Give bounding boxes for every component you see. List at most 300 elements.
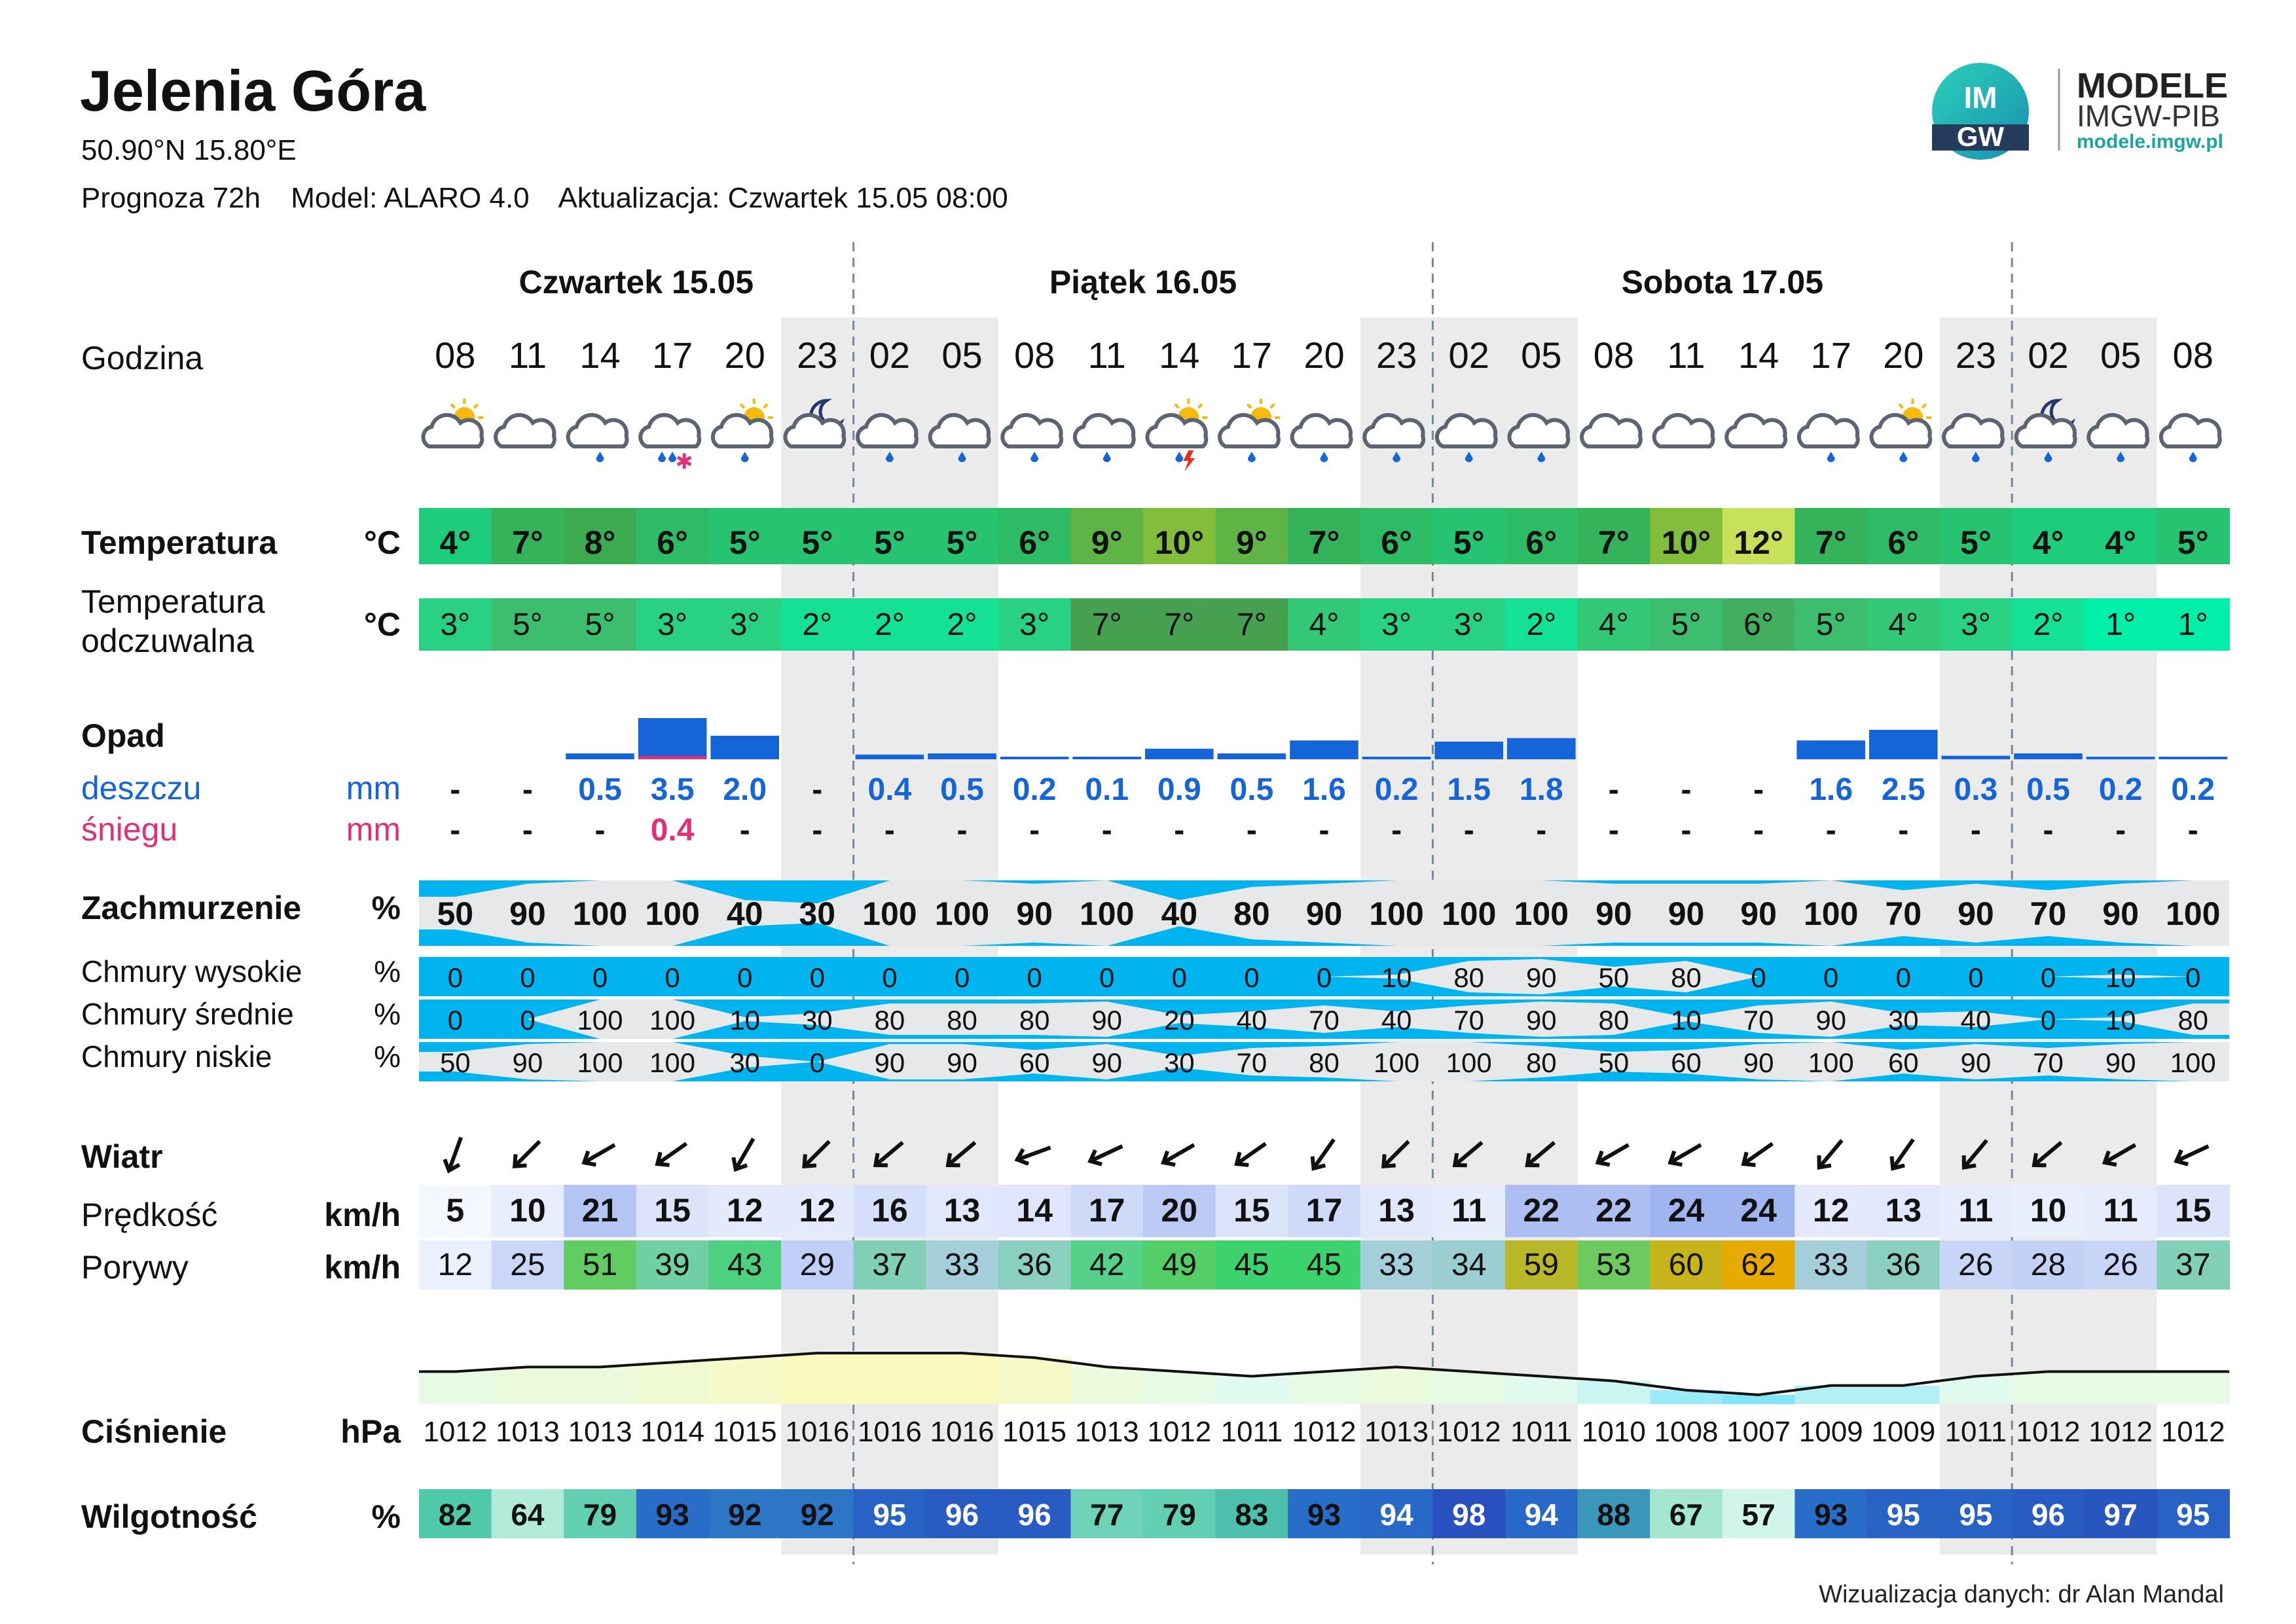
cloud-mid-value: 0 [2040,1005,2056,1036]
cloud-mid-value: 10 [1671,1005,1702,1036]
rain-value: - [1753,772,1764,807]
pressure-value: 1008 [1654,1416,1719,1448]
pressure-value: 1013 [1364,1416,1429,1448]
pressure-value: 1013 [568,1416,632,1448]
label-wind: Wiatr [81,1138,163,1175]
cloud-low-value: 60 [1019,1047,1050,1078]
label-humidity: Wilgotność [81,1498,257,1535]
cloud-high-value: 0 [1244,962,1260,993]
cloud-high-value: 0 [809,962,825,993]
sun-ray [1271,404,1275,408]
cloud-mid-value: 30 [1887,1005,1919,1036]
temp-value: 9° [1091,524,1123,561]
pressure-value: 1012 [1436,1416,1501,1448]
pressure-value: 1014 [640,1416,705,1448]
raindrop [741,452,749,462]
speed-value: 12 [726,1192,763,1229]
humidity-value: 92 [728,1498,762,1532]
feels-value: 5° [1671,607,1702,642]
speed-value: 17 [1305,1192,1343,1229]
cloud-low-value: 50 [439,1047,471,1078]
gust-value: 36 [1886,1248,1921,1282]
hour-label: 23 [1955,334,1997,376]
cloud-mid-value: 70 [1453,1005,1485,1036]
temp-value: 5° [873,524,905,561]
speed-value: 10 [2030,1192,2067,1229]
speed-value: 10 [509,1192,546,1229]
snow-value: - [1536,813,1547,848]
cloud-high-value: 0 [520,962,536,993]
cloud [1582,415,1641,446]
cloud-low-value: 70 [1236,1047,1267,1078]
pressure-fill [1432,1371,1506,1404]
rain-bar [1942,756,2011,759]
humidity-value: 97 [2104,1498,2138,1532]
cloud-total-value: 100 [572,895,628,932]
pressure-value: 1016 [857,1416,922,1448]
feels-value: 3° [440,607,471,642]
rain-bar [2086,757,2155,759]
feels-value: 3° [1019,607,1050,642]
cloud-low-value: 90 [1091,1047,1123,1078]
wind-arrow [1307,1135,1341,1173]
hour-label: 08 [435,334,476,376]
hour-label: 23 [1376,334,1417,376]
pressure-fill [2157,1371,2230,1404]
hour-label: 02 [1448,334,1489,376]
sun-cloud-icon [423,399,483,446]
snow-value: - [1681,813,1692,848]
cloud [1726,415,1785,446]
hour-label: 11 [508,334,547,376]
unit-snow: mm [346,811,401,848]
gust-value: 33 [1813,1248,1849,1282]
cloud-high-value: 0 [2185,962,2201,993]
cloud-high-value: 10 [1381,962,1412,993]
wind-arrow [580,1138,619,1170]
cloud-mid-value: 70 [1743,1005,1774,1036]
wind-arrow [1015,1140,1053,1167]
raindrop [1321,452,1328,462]
temp-value: 6° [1019,524,1051,561]
forecast-model: Model: ALARO 4.0 [291,182,530,214]
pressure-value: 1011 [1510,1416,1573,1448]
cloud-low-value: 90 [1960,1047,1992,1078]
humidity-value: 98 [1452,1498,1486,1532]
logo-badge-text: IM [1963,81,1997,115]
pressure-fill [1360,1367,1434,1404]
cloud-low-value: 90 [512,1047,543,1078]
raindrop [1899,452,1907,462]
pressure-value: 1012 [1292,1416,1357,1448]
cloud-mid-value: 80 [2178,1005,2209,1036]
temp-value: 10° [1154,524,1205,561]
pressure-value: 1013 [495,1416,560,1448]
unit-feels: °C [363,606,401,643]
gust-value: 12 [437,1248,473,1282]
cloud-mid-value: 90 [1525,1005,1557,1036]
gust-value: 62 [1741,1248,1776,1282]
cloud-low-value: 60 [1671,1047,1702,1078]
wind-arrow-shaft [1820,1140,1842,1166]
cloud-rain-icon [1292,415,1351,462]
city-title: Jelenia Góra [80,58,426,123]
pressure-value: 1016 [930,1416,994,1448]
pressure-value: 1015 [712,1416,777,1448]
snow-value: - [1246,813,1257,848]
feels-value: 1° [2105,607,2136,642]
sun-ray [1899,404,1903,408]
cloud-low-value: 60 [1887,1047,1919,1078]
snow-flake: ✱ [675,450,693,473]
cloud [496,415,555,446]
raindrop [1248,452,1256,462]
cloud-mid-value: 100 [649,1005,696,1036]
gust-value: 53 [1596,1248,1631,1282]
hour-label: 11 [1087,334,1126,376]
speed-value: 11 [1451,1192,1487,1229]
cloud-high-value: 0 [1316,962,1332,993]
snow-value: - [957,813,968,848]
unit-cloud: % [371,890,401,926]
cloud-mid-value: 90 [1815,1005,1847,1036]
humidity-value: 95 [873,1498,907,1532]
wind-arrow [1594,1138,1633,1170]
wind-arrow [1886,1135,1920,1173]
cloud-mid-value: 30 [801,1005,833,1036]
pressure-value: 1010 [1581,1416,1646,1448]
snow-value: - [2043,813,2054,848]
unit-cloud-mid: % [374,997,401,1031]
feels-value: 6° [1743,607,1774,642]
pressure-value: 1009 [1871,1416,1936,1448]
coordinates: 50.90°N 15.80°E [81,134,297,166]
label-cloud: Zachmurzenie [81,890,302,926]
cloud-high-value: 0 [1751,962,1766,993]
hour-label: 05 [2100,334,2141,376]
temp-value: 4° [2105,524,2137,561]
cloud-high-value: 0 [2040,962,2056,993]
cloud-low-value: 100 [1446,1047,1492,1078]
cloud-total-value: 70 [2030,895,2067,932]
cloud-mid-value: 0 [520,1005,536,1036]
wind-arrow-shaft [2178,1146,2208,1161]
rain-bar [1362,757,1431,759]
label-pressure: Ciśnienie [81,1413,227,1450]
snow-value: - [594,813,606,848]
wind-arrow [729,1134,760,1173]
day-title: Piątek 16.05 [1049,264,1237,300]
gust-value: 28 [2030,1248,2066,1282]
pressure-fill [1216,1377,1289,1405]
cloud-total-value: 40 [726,895,763,932]
sun-cloud-storm-icon [1147,399,1207,471]
humidity-value: 83 [1235,1498,1269,1532]
pressure-fill [998,1358,1072,1404]
feels-value: 4° [1888,607,1919,642]
temp-value: 7° [1815,524,1847,561]
speed-value: 11 [1958,1192,1994,1229]
logo-subtitle: IMGW-PIB [2077,99,2220,133]
unit-pressure: hPa [340,1413,401,1450]
rain-value: 2.5 [1881,772,1925,807]
humidity-value: 79 [1162,1498,1196,1532]
humidity-value: 57 [1741,1498,1776,1532]
cloud-mid-value: 40 [1236,1005,1267,1036]
feels-value: 4° [1598,607,1629,642]
rain-value: - [812,772,823,807]
cloud-total-value: 30 [799,895,836,932]
wind-arrow [1813,1135,1848,1172]
rain-bar [710,736,779,759]
cloud-rain-icon [1002,415,1061,462]
pressure-fill [854,1353,927,1404]
cloud-high-value: 0 [665,962,680,993]
cloud-high-value: 50 [1598,962,1630,993]
rain-value: 0.2 [2171,772,2215,807]
label-gust: Porywy [81,1249,189,1286]
rain-value: 1.6 [1302,772,1346,807]
cloud-total-value: 100 [1369,895,1424,932]
cloud [1654,415,1713,446]
humidity-value: 96 [2031,1498,2066,1532]
gust-value: 43 [727,1248,763,1282]
snow-value: - [812,813,823,848]
speed-value: 17 [1088,1192,1125,1229]
pressure-value: 1015 [1002,1416,1067,1448]
hour-label: 14 [1159,334,1200,376]
rain-bar [638,718,707,759]
wind-arrow [441,1134,468,1173]
cloud-high-value: 0 [954,962,970,993]
cloud-low-value: 80 [1309,1047,1339,1078]
cloud-icon [1726,415,1785,446]
humidity-value: 95 [2176,1498,2210,1532]
lightning [1183,450,1195,471]
cloud-low-value: 100 [649,1047,696,1078]
speed-value: 15 [1233,1192,1270,1229]
cloud-high-value: 80 [1453,962,1485,993]
cloud [1220,415,1279,446]
temp-value: 7° [1308,524,1340,561]
label-feels-1: Temperatura [81,583,265,620]
snow-value: - [1608,813,1619,848]
hour-label: 20 [1303,334,1345,376]
raindrop [1175,452,1183,462]
temp-value: 9° [1235,524,1267,561]
forecast-update: Aktualizacja: Czwartek 15.05 08:00 [558,182,1008,214]
hour-label: 17 [1810,334,1851,376]
hour-label: 08 [2172,334,2214,376]
pressure-value: 1007 [1726,1416,1791,1448]
rain-value: - [1681,772,1692,807]
cloud-low-value: 30 [1163,1047,1195,1078]
cloud [2161,415,2220,446]
sun-ray [1175,404,1179,408]
cloud-total-value: 100 [2165,895,2221,932]
cloud-mid-value: 10 [729,1005,761,1036]
cloud-mid-value: 40 [1381,1005,1412,1036]
hour-label: 11 [1667,334,1705,376]
pressure-fill [1867,1386,1941,1404]
rain-value: 0.5 [2026,772,2070,807]
cloud-icon [496,415,555,446]
label-snow: śniegu [81,811,178,848]
rain-bar [928,753,996,759]
gust-value: 25 [510,1248,545,1282]
feels-value: 7° [1164,607,1195,642]
hour-label: 20 [1883,334,1924,376]
pressure-fill [1505,1377,1578,1405]
cloud-high-value: 80 [1671,962,1702,993]
hour-label: 08 [1013,334,1055,376]
cloud [568,415,627,446]
cloud-mid-value: 100 [577,1005,623,1036]
cloud-high-value: 0 [1171,962,1187,993]
pressure-fill [708,1358,782,1404]
snow-bar [638,756,707,759]
day-title: Sobota 17.05 [1621,264,1824,300]
snow-value: - [522,813,533,848]
cloud-low-value: 100 [1374,1047,1420,1078]
feels-value: 2° [1526,607,1557,642]
raindrop [658,452,666,462]
gust-value: 33 [1379,1248,1414,1282]
gust-value: 45 [1234,1248,1269,1282]
temp-value: 8° [584,524,616,561]
cloud-high-value: 0 [1823,962,1839,993]
gust-value: 37 [2176,1248,2211,1282]
cloud-low-value: 90 [2105,1047,2136,1078]
gust-value: 51 [582,1248,618,1282]
rain-bar [1145,749,1214,759]
label-hour: Godzina [81,340,204,376]
temp-value: 6° [657,524,689,561]
cloud-low-value: 100 [1808,1047,1854,1078]
pressure-value: 1012 [1147,1416,1212,1448]
humidity-value: 96 [945,1498,979,1532]
snow-value: - [739,813,750,848]
humidity-value: 88 [1597,1498,1631,1532]
gust-value: 42 [1089,1248,1125,1282]
label-cloud-low: Chmury niskie [81,1039,272,1074]
feels-value: 2° [947,607,977,642]
gust-value: 59 [1523,1248,1559,1282]
cloud-icon [1654,415,1713,446]
cloud-high-value: 0 [737,962,753,993]
logo-badge-text2: GW [1956,121,2005,152]
rain-bar [1869,730,1938,759]
feels-value: 7° [1236,607,1267,642]
pressure-fill [1288,1371,1361,1404]
rain-value: - [1608,772,1619,807]
cloud-low-value: 100 [2170,1047,2216,1078]
temp-value: 5° [729,524,761,561]
cloud-total-value: 90 [1667,895,1705,932]
snow-value: - [1898,813,1909,848]
pressure-value: 1011 [1944,1416,2007,1448]
gust-value: 33 [944,1248,980,1282]
cloud-rain-icon [568,415,627,462]
hour-label: 23 [797,334,838,376]
rain-value: 3.5 [650,772,695,807]
pressure-fill [781,1353,854,1404]
humidity-value: 77 [1090,1498,1124,1532]
snow-value: 0.4 [650,813,695,848]
cloud-low-value: 90 [947,1047,977,1078]
cloud-high-value: 0 [447,962,463,993]
speed-value: 22 [1595,1192,1632,1229]
wind-arrow-shaft [1671,1145,1701,1162]
cloud [1871,415,1930,446]
cloud-mid-value: 10 [2105,1005,2136,1036]
feels-value: 3° [729,607,760,642]
logo-url[interactable]: modele.imgw.pl [2077,131,2223,153]
temp-value: 6° [1525,524,1558,561]
cloud-total-value: 50 [437,895,474,932]
wind-arrow [1232,1137,1270,1170]
rain-value: 2.0 [723,772,767,807]
rain-value: 0.2 [2098,772,2143,807]
hour-label: 02 [2028,334,2069,376]
hour-label: 05 [941,334,983,376]
unit-humidity: % [371,1498,401,1535]
hour-label: 05 [1521,334,1562,376]
feels-value: 2° [802,607,833,642]
gust-value: 39 [655,1248,690,1282]
cloud-total-value: 90 [1305,895,1343,932]
snow-value: - [2115,813,2126,848]
speed-value: 20 [1161,1192,1198,1229]
rain-value: 0.2 [1012,772,1057,807]
rain-bar [1434,742,1503,759]
rain-value: 0.1 [1085,772,1129,807]
rain-value: 0.9 [1157,772,1201,807]
cloud-total-value: 90 [1740,895,1777,932]
cloud-total-value: 100 [1514,895,1569,932]
cloud-icon [1582,415,1641,446]
gust-value: 45 [1306,1248,1342,1282]
sun-ray [1922,404,1926,408]
humidity-value: 96 [1017,1498,1051,1532]
unit-gust: km/h [324,1249,401,1286]
gust-value: 36 [1017,1248,1052,1282]
unit-speed: km/h [324,1197,401,1233]
humidity-value: 94 [1524,1498,1558,1532]
humidity-value: 79 [583,1498,617,1532]
cloud-rain-icon [1799,415,1858,462]
feels-value: 3° [1960,607,1991,642]
sun-ray [740,404,744,408]
speed-value: 21 [581,1192,619,1229]
sun-cloud-rain-icon [713,399,773,462]
cloud-total-value: 100 [1079,895,1135,932]
raindrop [2189,452,2197,462]
cloud-high-value: 0 [592,962,608,993]
feels-value: 1° [2178,607,2208,642]
cloud-low-value: 30 [729,1047,761,1078]
snow-value: - [1101,813,1112,848]
cloud [1292,415,1351,446]
wind-arrow-shaft [737,1138,754,1168]
humidity-value: 64 [511,1498,545,1532]
hour-label: 02 [869,334,911,376]
pressure-fill [2085,1371,2158,1404]
rain-bar [1290,740,1358,759]
cloud-mid-value: 20 [1163,1005,1195,1036]
gust-value: 26 [2103,1248,2138,1282]
pressure-value: 1009 [1798,1416,1863,1448]
